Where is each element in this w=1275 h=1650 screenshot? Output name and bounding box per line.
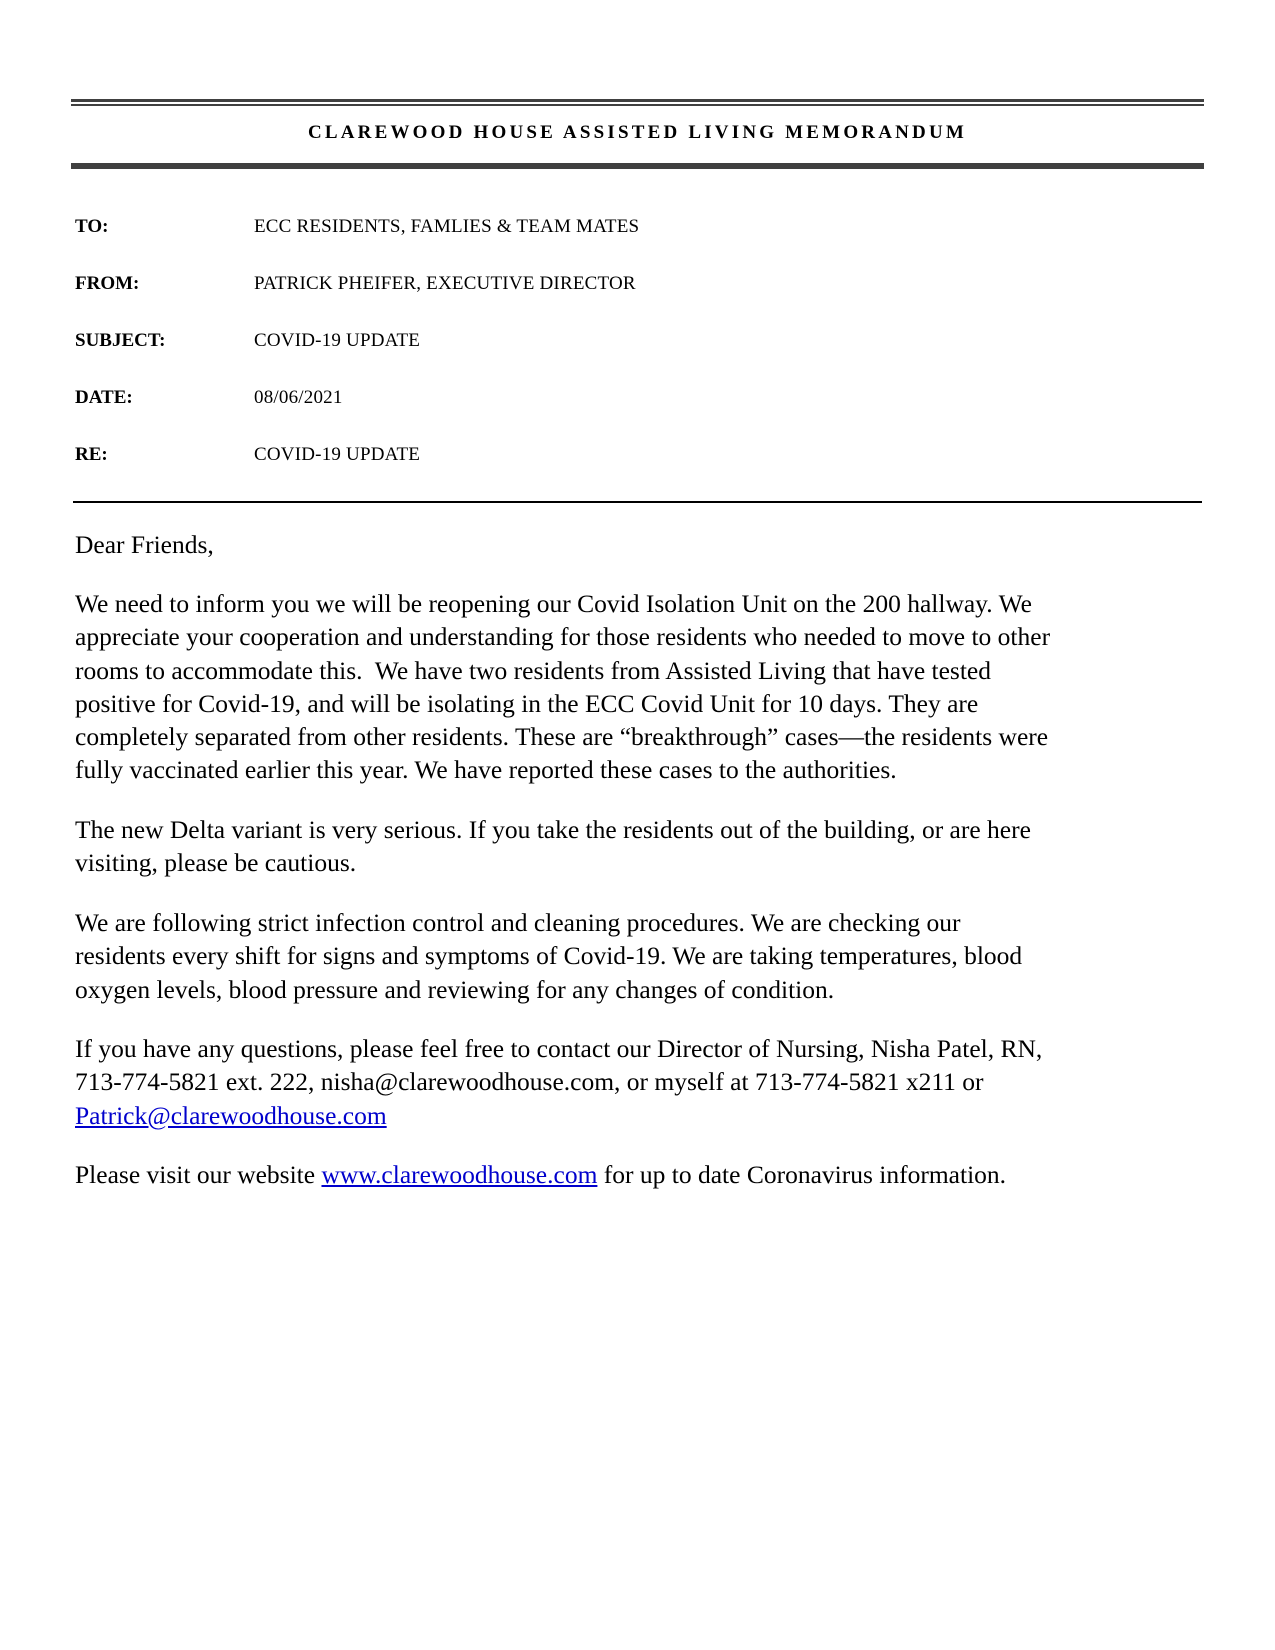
text-line: completely separated from other residents. These are “breakthrough” cases—the residents were [75, 722, 1049, 752]
website-prefix: Please visit our website [75, 1160, 322, 1189]
email-line [75, 1099, 1210, 1132]
paragraph-3 [75, 906, 1210, 1006]
website-suffix: for up to date Coronavirus information. [597, 1160, 1007, 1189]
header-label: DATE: [75, 387, 133, 408]
header-divider [73, 501, 1202, 503]
header-value: PATRICK PHEIFER, EXECUTIVE DIRECTOR [254, 273, 636, 294]
text-line: rooms to accommodate this. We have two residents from Assisted Living that have tested [75, 655, 991, 685]
rule-line [71, 99, 1204, 102]
header-label: TO: [75, 216, 109, 237]
text-line: We are following strict infection control and cleaning procedures. We are checking our [75, 908, 961, 937]
website-line [75, 1158, 1210, 1191]
text-line: positive for Covid-19, and will be isolating in the ECC Covid Unit for 10 days. They are [75, 688, 979, 718]
text-line: residents every shift for signs and symptoms of Covid-19. We are taking temperatures, blood [75, 941, 1023, 971]
text-line: visiting, please be cautious. [75, 848, 357, 878]
text-line: fully vaccinated earlier this year. We have reported these cases to the authorities. [75, 755, 897, 785]
text-line: We need to inform you we will be reopening our Covid Isolation Unit on the 200 hallway. We [75, 589, 1032, 618]
paragraph-1 [75, 587, 1210, 787]
text-line: The new Delta variant is very serious. If you take the residents out of the building, or are here [75, 815, 1031, 844]
website-link[interactable]: www.clarewoodhouse.com [321, 1160, 598, 1189]
header-label: FROM: [75, 273, 140, 294]
memo-title: CLAREWOOD HOUSE ASSISTED LIVING MEMORANDUM [307, 122, 968, 143]
paragraph-2 [75, 813, 1210, 880]
title-thick-rule [71, 163, 1204, 169]
paragraph-5 [75, 1158, 1210, 1191]
salutation [75, 528, 1210, 561]
header-label: SUBJECT: [75, 330, 166, 351]
header-value: 08/06/2021 [254, 387, 343, 408]
rule-line [71, 104, 1204, 106]
header-label: RE: [75, 444, 108, 465]
paragraph-4 [75, 1032, 1210, 1132]
header-value: COVID-19 UPDATE [254, 330, 421, 351]
header-value: COVID-19 UPDATE [254, 444, 421, 465]
patrick-email-link[interactable]: Patrick@clarewoodhouse.com [75, 1100, 387, 1130]
header-value: ECC RESIDENTS, FAMLIES & TEAM MATES [254, 216, 640, 237]
text-line: 713-774-5821 ext. 222, nisha@clarewoodhouse.com, or myself at 713-774-5821 x211 or [75, 1067, 984, 1097]
text-line: appreciate your cooperation and understanding for those residents who needed to move to other [75, 622, 1051, 652]
text-line: If you have any questions, please feel free to contact our Director of Nursing, Nisha Patel, RN, [75, 1034, 1043, 1063]
top-double-rule [71, 99, 1204, 106]
text-line: oxygen levels, blood pressure and reviewing for any changes of condition. [75, 974, 835, 1004]
salutation-text: Dear Friends, [75, 530, 214, 559]
